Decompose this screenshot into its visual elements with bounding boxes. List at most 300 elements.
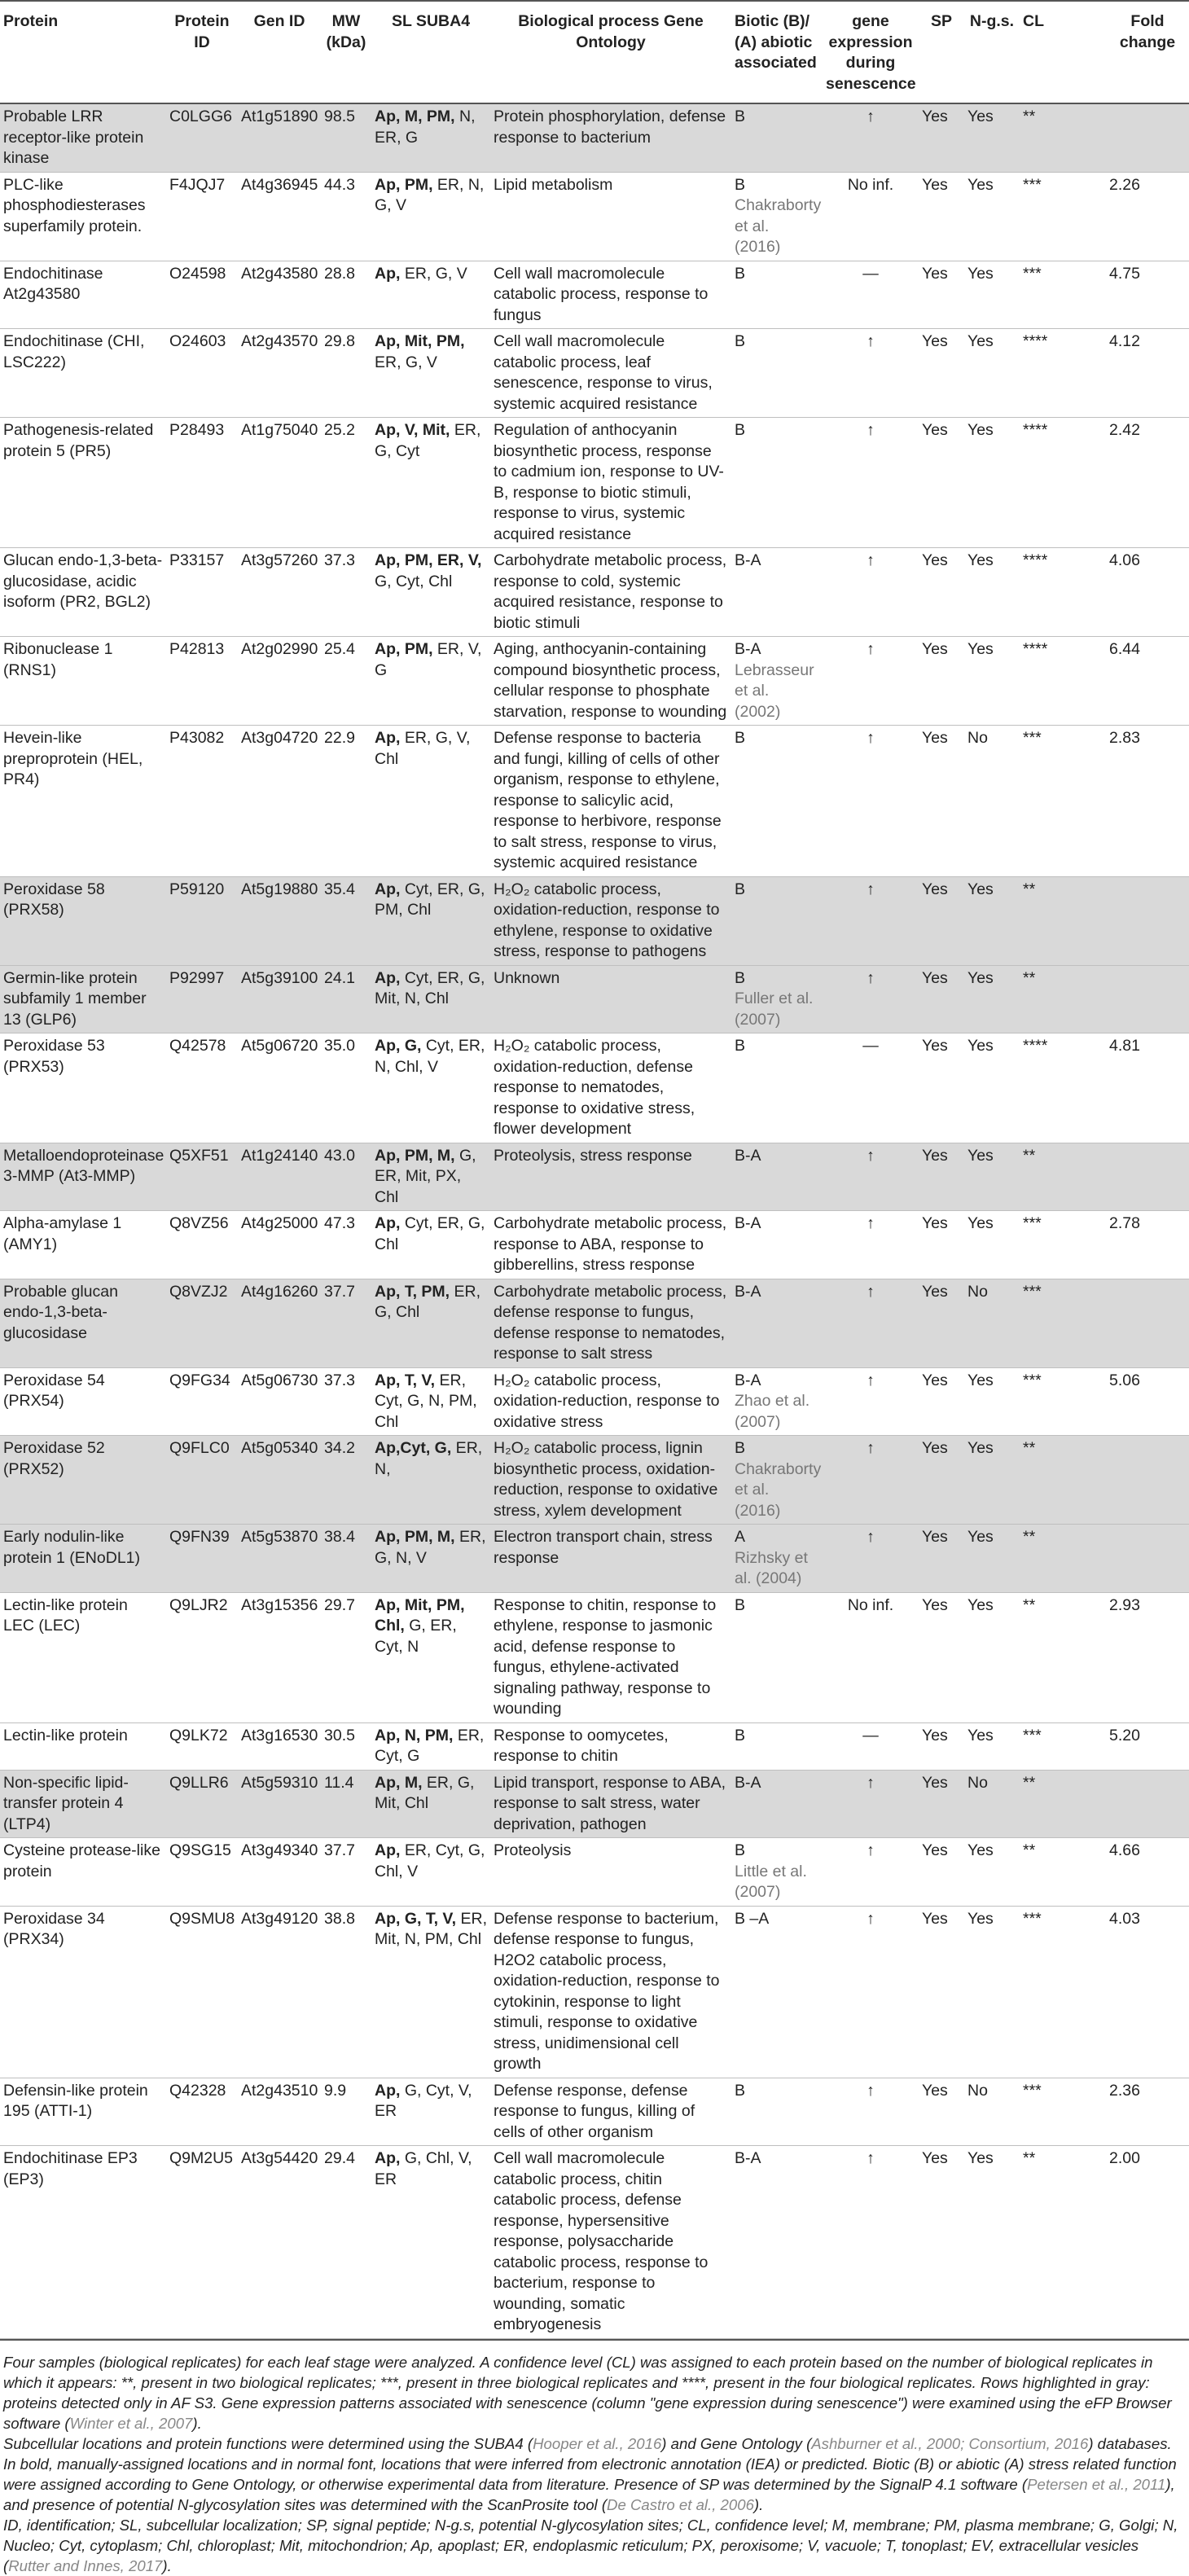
cell-biotic-abiotic (731, 1525, 823, 1593)
ref-link[interactable]: Hooper et al., 2016 (533, 2434, 662, 2452)
cell-ngs: No (964, 1770, 1020, 1838)
cell-sl (371, 2078, 490, 2146)
stress-type: B-A (735, 1214, 761, 1232)
cell-protein: Hevein-like preproprotein (HEL, PR4) (0, 726, 166, 877)
cell-protein: PLC-like phosphodiesterases superfamily protein. (0, 172, 166, 261)
cell-sl (371, 1770, 490, 1838)
footnote-3: ID, identification; SL, subcellular localization; SP, signal peptide; N-g.s, potential N-glycosylation sites; CL, confidence level; M, membrane; PM, plasma membrane; G, Golgi; N, Nucleo; Cyt, cytoplasm; Chl, chloroplast; Mit, mitochondrion; Ap, apoplast; ER, endoplasmic reticulum; PX, peroxisome; V, vacuole; T, tonoplast; EV, extracellular vesicles (Rutter and Innes, 2017). (3, 2516, 1178, 2574)
col-protein-id: Protein ID (166, 1, 238, 103)
cell-protein-id: Q5XF51 (166, 1143, 238, 1211)
cell-sl (371, 1033, 490, 1143)
sl-manual: Ap, (375, 2149, 401, 2167)
cell-sp: Yes (919, 1211, 964, 1279)
cell-mw: 29.8 (321, 329, 371, 418)
cell-biotic-abiotic (731, 329, 823, 418)
cell-sp: Yes (919, 103, 964, 172)
cell-mw: 43.0 (321, 1143, 371, 1211)
sl-predicted: ER, V, G (375, 640, 482, 679)
cell-ngs: Yes (964, 1838, 1020, 1907)
cell-gene-expression: ↑ (823, 2146, 919, 2339)
cell-biotic-abiotic (731, 965, 823, 1033)
cell-bio-process: Carbohydrate metabolic process, response to cold, systemic acquired resistance, response to biotic stimuli (490, 548, 731, 637)
cell-bio-process: Protein phosphorylation, defense response to bacterium (490, 103, 731, 172)
cell-gen-id: At2g43510 (238, 2078, 321, 2146)
cell-bio-process: Proteolysis, stress response (490, 1143, 731, 1211)
stress-type: B (735, 968, 746, 987)
cell-biotic-abiotic (731, 1211, 823, 1279)
cell-bio-process: Proteolysis (490, 1838, 731, 1907)
sl-predicted: ER, N, G, V (375, 175, 485, 214)
stress-type: B (735, 1595, 746, 1614)
cell-fold-change: 4.06 (1106, 548, 1189, 637)
cell-protein-id: Q9FLC0 (166, 1436, 238, 1525)
cell-gen-id: At5g06730 (238, 1367, 321, 1436)
cell-sp: Yes (919, 2146, 964, 2339)
sl-predicted: ER, Cyt, G, Chl, V (375, 1841, 485, 1880)
literature-ref[interactable]: Rizhsky et al. (2004) (735, 1548, 808, 1587)
cell-sl (371, 1838, 490, 1907)
sl-manual: Ap, M, (375, 1773, 423, 1792)
cell-ngs: Yes (964, 329, 1020, 418)
sl-predicted: ER, G, N, V (375, 1528, 486, 1567)
cell-mw: 37.3 (321, 548, 371, 637)
cell-gene-expression: ↑ (823, 1143, 919, 1211)
cell-sp: Yes (919, 261, 964, 329)
sl-manual: Ap, (375, 264, 401, 283)
cell-fold-change: 4.03 (1106, 1906, 1189, 2078)
table-row (0, 2078, 1189, 2146)
sl-manual: Ap, Mit, PM, Chl, (375, 1595, 465, 1635)
cell-sl (371, 329, 490, 418)
cell-gen-id: At5g39100 (238, 965, 321, 1033)
cell-protein-id: Q42328 (166, 2078, 238, 2146)
ref-link[interactable]: Petersen et al., 2011 (1027, 2475, 1166, 2493)
stress-type: B-A (735, 1371, 761, 1389)
cell-cl: *** (1020, 1279, 1106, 1367)
cell-biotic-abiotic (731, 2146, 823, 2339)
cell-mw: 38.4 (321, 1525, 371, 1593)
cell-gen-id: At5g59310 (238, 1770, 321, 1838)
cell-ngs: Yes (964, 1436, 1020, 1525)
table-row (0, 1838, 1189, 1907)
sl-predicted: Cyt, ER, G, Mit, N, Chl (375, 968, 485, 1007)
cell-cl: **** (1020, 329, 1106, 418)
sl-manual: Ap, PM, (375, 640, 433, 658)
cell-cl: ** (1020, 876, 1106, 965)
stress-type: B (735, 729, 746, 747)
cell-biotic-abiotic (731, 103, 823, 172)
stress-type: B –A (735, 1909, 770, 1928)
cell-sl (371, 418, 490, 548)
cell-gene-expression: No inf. (823, 1592, 919, 1722)
cell-biotic-abiotic (731, 637, 823, 726)
cell-sl (371, 548, 490, 637)
stress-type: B (735, 1841, 746, 1859)
cell-cl: *** (1020, 1211, 1106, 1279)
cell-sl (371, 1436, 490, 1525)
cell-gene-expression: ↑ (823, 726, 919, 877)
cell-gene-expression: ↑ (823, 2078, 919, 2146)
cell-cl: *** (1020, 726, 1106, 877)
sl-manual: Ap, PM, (375, 175, 433, 194)
cell-biotic-abiotic (731, 1906, 823, 2078)
cell-sl (371, 1906, 490, 2078)
header-row (0, 1, 1189, 103)
literature-ref[interactable]: Chakraborty et al. (2016) (735, 196, 822, 256)
sl-manual: Ap, (375, 1841, 401, 1859)
cell-mw: 28.8 (321, 261, 371, 329)
sl-manual: Ap, Mit, PM, (375, 332, 465, 350)
table-body (0, 103, 1189, 2338)
cell-protein: Peroxidase 54 (PRX54) (0, 1367, 166, 1436)
sl-predicted: ER, Mit, N, PM, Chl (375, 1909, 487, 1948)
stress-type: A (735, 1528, 746, 1546)
cell-sp: Yes (919, 1838, 964, 1907)
cell-mw: 34.2 (321, 1436, 371, 1525)
cell-gene-expression: ↑ (823, 548, 919, 637)
literature-ref[interactable]: Chakraborty et al. (2016) (735, 1459, 822, 1520)
cell-sp: Yes (919, 1279, 964, 1367)
col-fold-change: Fold change (1106, 1, 1189, 103)
cell-protein-id: Q9LLR6 (166, 1770, 238, 1838)
literature-ref[interactable]: Lebrasseur et al. (2002) (735, 660, 814, 721)
sl-manual: Ap, (375, 880, 401, 898)
cell-sp: Yes (919, 2078, 964, 2146)
cell-mw: 37.3 (321, 1367, 371, 1436)
col-bio-process: Biological process Gene Ontology (490, 1, 731, 103)
cell-gene-expression: ↑ (823, 965, 919, 1033)
stress-type: B-A (735, 1282, 761, 1301)
cell-ngs: Yes (964, 261, 1020, 329)
cell-protein-id: P28493 (166, 418, 238, 548)
cell-sl (371, 1525, 490, 1593)
col-gen-id: Gen ID (238, 1, 321, 103)
cell-sp: Yes (919, 329, 964, 418)
cell-bio-process: Defense response to bacteria and fungi, killing of cells of other organism, response to ethylene, response to salicylic acid, response to herbivore, response to salt stress, response to virus, systemic acquired resistance (490, 726, 731, 877)
cell-sl (371, 1592, 490, 1722)
cell-protein-id: Q9M2U5 (166, 2146, 238, 2339)
cell-protein: Peroxidase 53 (PRX53) (0, 1033, 166, 1143)
cell-protein: Peroxidase 34 (PRX34) (0, 1906, 166, 2078)
cell-cl: ** (1020, 1525, 1106, 1593)
cell-fold-change (1106, 1279, 1189, 1367)
cell-gene-expression: ↑ (823, 637, 919, 726)
cell-bio-process: Electron transport chain, stress response (490, 1525, 731, 1593)
cell-cl: ** (1020, 965, 1106, 1033)
cell-gen-id: At4g25000 (238, 1211, 321, 1279)
literature-ref[interactable]: Little et al. (2007) (735, 1862, 807, 1901)
cell-protein: Peroxidase 58 (PRX58) (0, 876, 166, 965)
cell-sl (371, 103, 490, 172)
cell-gene-expression: ↑ (823, 1367, 919, 1436)
sl-manual: Ap, PM, ER, V, (375, 551, 482, 569)
cell-fold-change: 5.20 (1106, 1722, 1189, 1770)
cell-bio-process: Lipid metabolism (490, 172, 731, 261)
cell-protein-id: Q9SMU8 (166, 1906, 238, 2078)
cell-protein-id: Q9LJR2 (166, 1592, 238, 1722)
sl-predicted: ER, N, (375, 1439, 483, 1478)
cell-fold-change (1106, 965, 1189, 1033)
table-row (0, 726, 1189, 877)
cell-sp: Yes (919, 172, 964, 261)
ref-link[interactable]: De Castro et al., 2006 (607, 2495, 754, 2513)
cell-sp: Yes (919, 876, 964, 965)
cell-sp: Yes (919, 1906, 964, 2078)
cell-bio-process: Response to oomycetes, response to chitin (490, 1722, 731, 1770)
cell-protein-id: O24598 (166, 261, 238, 329)
table-row (0, 103, 1189, 172)
cell-bio-process: H₂O₂ catabolic process, oxidation-reduction, defense response to nematodes, response to oxidative stress, flower development (490, 1033, 731, 1143)
cell-protein: Endochitinase At2g43580 (0, 261, 166, 329)
cell-ngs: Yes (964, 1143, 1020, 1211)
col-gene-expression: gene expression during senescence (823, 1, 919, 103)
cell-protein: Germin-like protein subfamily 1 member 13 (GLP6) (0, 965, 166, 1033)
cell-ngs: Yes (964, 965, 1020, 1033)
cell-mw: 11.4 (321, 1770, 371, 1838)
cell-protein: Pathogenesis-related protein 5 (PR5) (0, 418, 166, 548)
table-row (0, 1525, 1189, 1593)
cell-gene-expression: ↑ (823, 1770, 919, 1838)
ref-link[interactable]: Rutter and Innes, 2017 (8, 2556, 163, 2574)
cell-protein-id: Q9FG34 (166, 1367, 238, 1436)
cell-mw: 35.0 (321, 1033, 371, 1143)
sl-predicted: ER, G, Cyt (375, 421, 481, 460)
cell-cl: **** (1020, 637, 1106, 726)
cell-fold-change: 4.81 (1106, 1033, 1189, 1143)
cell-bio-process: H₂O₂ catabolic process, lignin biosynthetic process, oxidation-reduction, response to oxidative stress, xylem development (490, 1436, 731, 1525)
sl-predicted: G, Chl, V, ER (375, 2149, 472, 2188)
cell-ngs: Yes (964, 1525, 1020, 1593)
sl-manual: Ap, (375, 2081, 401, 2100)
ref-link[interactable]: Ashburner et al., 2000; Consortium, 2016 (811, 2434, 1089, 2452)
cell-sl (371, 1143, 490, 1211)
cell-bio-process: Lipid transport, response to ABA, response to salt stress, water deprivation, pathogen (490, 1770, 731, 1838)
cell-protein-id: P42813 (166, 637, 238, 726)
cell-fold-change: 2.93 (1106, 1592, 1189, 1722)
cell-gen-id: At4g16260 (238, 1279, 321, 1367)
table-row (0, 876, 1189, 965)
table-row (0, 261, 1189, 329)
cell-fold-change: 4.66 (1106, 1838, 1189, 1907)
cell-fold-change: 2.00 (1106, 2146, 1189, 2339)
cell-gen-id: At5g53870 (238, 1525, 321, 1593)
stress-type: B (735, 1439, 746, 1457)
cell-sp: Yes (919, 1722, 964, 1770)
cell-mw: 25.2 (321, 418, 371, 548)
stress-type: B-A (735, 1146, 761, 1165)
cell-biotic-abiotic (731, 1838, 823, 1907)
cell-cl: **** (1020, 1033, 1106, 1143)
cell-gen-id: At3g15356 (238, 1592, 321, 1722)
cell-sl (371, 261, 490, 329)
table-row (0, 1906, 1189, 2078)
cell-sp: Yes (919, 1367, 964, 1436)
cell-gen-id: At3g16530 (238, 1722, 321, 1770)
cell-fold-change (1106, 103, 1189, 172)
cell-biotic-abiotic (731, 2078, 823, 2146)
cell-ngs: No (964, 1279, 1020, 1367)
cell-biotic-abiotic (731, 548, 823, 637)
cell-ngs: Yes (964, 103, 1020, 172)
cell-ngs: Yes (964, 1211, 1020, 1279)
cell-sp: Yes (919, 637, 964, 726)
cell-bio-process: H₂O₂ catabolic process, oxidation-reduction, response to ethylene, response to oxidative stress, response to pathogens (490, 876, 731, 965)
cell-bio-process: H₂O₂ catabolic process, oxidation-reduction, response to oxidative stress (490, 1367, 731, 1436)
sl-predicted: G, ER, Cyt, N (375, 1617, 457, 1656)
stress-type: B (735, 264, 746, 283)
ref-link[interactable]: Winter et al., 2007 (69, 2414, 193, 2432)
cell-gene-expression: ↑ (823, 1436, 919, 1525)
cell-sp: Yes (919, 1143, 964, 1211)
cell-mw: 25.4 (321, 637, 371, 726)
cell-cl: ** (1020, 1838, 1106, 1907)
cell-biotic-abiotic (731, 1279, 823, 1367)
cell-mw: 29.7 (321, 1592, 371, 1722)
cell-ngs: Yes (964, 2146, 1020, 2339)
cell-mw: 37.7 (321, 1838, 371, 1907)
cell-ngs: Yes (964, 1722, 1020, 1770)
cell-gene-expression: — (823, 1722, 919, 1770)
cell-ngs: Yes (964, 1367, 1020, 1436)
cell-bio-process: Cell wall macromolecule catabolic process, leaf senescence, response to virus, systemic acquired resistance (490, 329, 731, 418)
cell-mw: 47.3 (321, 1211, 371, 1279)
cell-mw: 98.5 (321, 103, 371, 172)
stress-type: B (735, 1726, 746, 1744)
col-ngs: N-g.s. (964, 1, 1020, 103)
cell-bio-process: Defense response to bacterium, defense response to fungus, H2O2 catabolic process, oxidation-reduction, response to cytokinin, response to light stimuli, response to oxidative stress, unidimensional cell growth (490, 1906, 731, 2078)
table-row (0, 1367, 1189, 1436)
cell-protein-id: Q9LK72 (166, 1722, 238, 1770)
sl-predicted: ER, G, Chl (375, 1282, 481, 1321)
cell-fold-change: 2.26 (1106, 172, 1189, 261)
cell-ngs: Yes (964, 876, 1020, 965)
cell-ngs: Yes (964, 172, 1020, 261)
sl-manual: Ap, (375, 729, 401, 747)
cell-cl: ** (1020, 1436, 1106, 1525)
cell-protein: Glucan endo-1,3-beta-glucosidase, acidic isoform (PR2, BGL2) (0, 548, 166, 637)
sl-manual: Ap, PM, M, (375, 1528, 455, 1546)
cell-protein-id: C0LGG6 (166, 103, 238, 172)
cell-biotic-abiotic (731, 726, 823, 877)
stress-type: B (735, 1037, 746, 1055)
cell-biotic-abiotic (731, 261, 823, 329)
sl-predicted: N, ER, G (375, 108, 476, 147)
cell-protein-id: Q42578 (166, 1033, 238, 1143)
table-row (0, 172, 1189, 261)
cell-gen-id: At3g54420 (238, 2146, 321, 2339)
cell-gene-expression: ↑ (823, 1279, 919, 1367)
cell-cl: ** (1020, 1592, 1106, 1722)
stress-type: B-A (735, 640, 761, 658)
cell-biotic-abiotic (731, 172, 823, 261)
sl-manual: Ap, T, V, (375, 1371, 436, 1389)
table-row (0, 1592, 1189, 1722)
cell-sl (371, 637, 490, 726)
cell-mw: 35.4 (321, 876, 371, 965)
sl-manual: Ap, G, (375, 1037, 422, 1055)
cell-biotic-abiotic (731, 1143, 823, 1211)
cell-cl: **** (1020, 548, 1106, 637)
cell-bio-process: Unknown (490, 965, 731, 1033)
cell-sp: Yes (919, 1436, 964, 1525)
cell-gen-id: At4g36945 (238, 172, 321, 261)
cell-biotic-abiotic (731, 1770, 823, 1838)
cell-sl (371, 965, 490, 1033)
cell-bio-process: Response to chitin, response to ethylene, response to jasmonic acid, defense response to fungus, ethylene-activated signaling pathway, response to wounding (490, 1592, 731, 1722)
table-row (0, 1033, 1189, 1143)
table-row (0, 548, 1189, 637)
table-row (0, 1436, 1189, 1525)
cell-fold-change: 6.44 (1106, 637, 1189, 726)
cell-biotic-abiotic (731, 876, 823, 965)
cell-sl (371, 1367, 490, 1436)
cell-bio-process: Carbohydrate metabolic process, response to ABA, response to gibberellins, stress response (490, 1211, 731, 1279)
footnote-1: Four samples (biological replicates) for each leaf stage were analyzed. A confidence level (CL) was assigned to each protein based on the number of biological replicates in which it appears: **, present in two biological replicates; ***, present in three biological replicates and ****, present in the four biological replicates. Rows highlighted in gray: proteins detected only in AF S3. Gene expression patterns associated with senescence (column "gene expression during senescence") were examined using the eFP Browser software (Winter et al., 2007). (3, 2353, 1172, 2432)
cell-protein: Lectin-like protein LEC (LEC) (0, 1592, 166, 1722)
literature-ref[interactable]: Fuller et al. (2007) (735, 990, 814, 1029)
table-row (0, 1143, 1189, 1211)
cell-protein: Lectin-like protein (0, 1722, 166, 1770)
cell-cl: *** (1020, 261, 1106, 329)
cell-cl: ** (1020, 1770, 1106, 1838)
cell-mw: 37.7 (321, 1279, 371, 1367)
table-row (0, 637, 1189, 726)
cell-protein: Alpha-amylase 1 (AMY1) (0, 1211, 166, 1279)
cell-mw: 38.8 (321, 1906, 371, 2078)
cell-cl: *** (1020, 2078, 1106, 2146)
cell-gene-expression: ↑ (823, 876, 919, 965)
col-sp: SP (919, 1, 964, 103)
stress-type: B (735, 332, 746, 350)
cell-cl: *** (1020, 1367, 1106, 1436)
cell-gen-id: At2g43580 (238, 261, 321, 329)
cell-fold-change: 2.42 (1106, 418, 1189, 548)
sl-predicted: ER, G, V, Chl (375, 729, 471, 768)
cell-gen-id: At1g24140 (238, 1143, 321, 1211)
cell-protein-id: P43082 (166, 726, 238, 877)
cell-sl (371, 726, 490, 877)
table-row (0, 418, 1189, 548)
sl-predicted: ER, G, V (375, 353, 437, 371)
cell-gen-id: At3g49120 (238, 1906, 321, 2078)
cell-protein: Probable glucan endo-1,3-beta-glucosidase (0, 1279, 166, 1367)
cell-fold-change (1106, 1143, 1189, 1211)
cell-protein-id: Q8VZ56 (166, 1211, 238, 1279)
table-row (0, 1279, 1189, 1367)
cell-ngs: Yes (964, 637, 1020, 726)
sl-predicted: ER, G, V (400, 264, 467, 283)
cell-fold-change: 2.78 (1106, 1211, 1189, 1279)
cell-mw: 44.3 (321, 172, 371, 261)
cell-biotic-abiotic (731, 1436, 823, 1525)
cell-gen-id: At2g43570 (238, 329, 321, 418)
stress-type: B (735, 108, 746, 125)
sl-manual: Ap, (375, 968, 401, 987)
sl-manual: Ap,Cyt, G, (375, 1439, 452, 1457)
cell-gene-expression: ↑ (823, 103, 919, 172)
cell-cl: *** (1020, 1906, 1106, 2078)
cell-cl: **** (1020, 418, 1106, 548)
sl-manual: Ap, T, PM, (375, 1282, 450, 1301)
literature-ref[interactable]: Zhao et al. (2007) (735, 1392, 810, 1431)
cell-protein-id: O24603 (166, 329, 238, 418)
cell-gene-expression: ↑ (823, 1211, 919, 1279)
cell-fold-change: 2.83 (1106, 726, 1189, 877)
sl-manual: Ap, (375, 1214, 401, 1232)
cell-protein: Defensin-like protein 195 (ATTI-1) (0, 2078, 166, 2146)
stress-type: B (735, 175, 746, 194)
cell-gen-id: At5g05340 (238, 1436, 321, 1525)
